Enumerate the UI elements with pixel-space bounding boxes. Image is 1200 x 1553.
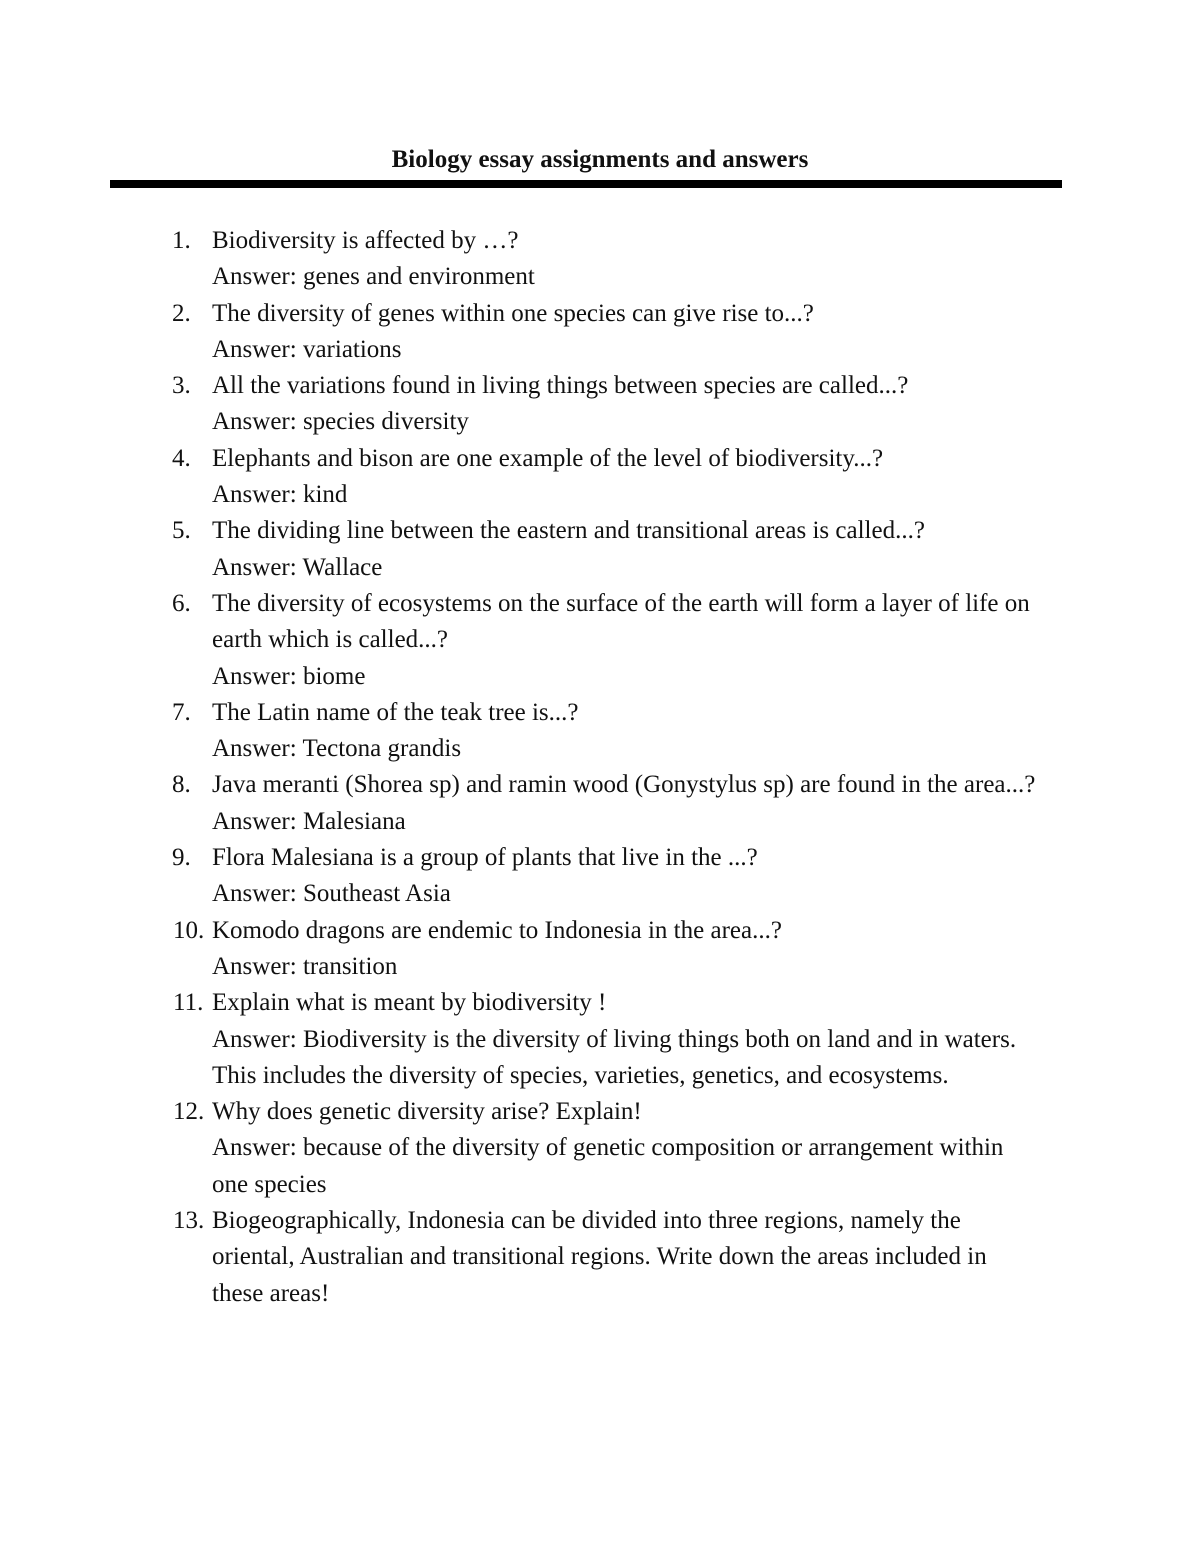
question-text: Java meranti (Shorea sp) and ramin wood (Gonystylus sp) are found in the area...? bbox=[212, 771, 1036, 799]
question-item bbox=[0, 513, 1200, 586]
answer-text: Answer: Southeast Asia bbox=[212, 880, 451, 908]
question-item bbox=[0, 296, 1200, 369]
question-text: The diversity of ecosystems on the surface of the earth will form a layer of life on earth which is called...? bbox=[212, 589, 1030, 654]
question-text: Biogeographically, Indonesia can be divided into three regions, namely the oriental, Australian and transitional regions. Write down the areas included in these areas! bbox=[212, 1207, 987, 1307]
question-number: 7. bbox=[172, 698, 191, 726]
question-number: 1. bbox=[172, 227, 191, 254]
answer-text: Answer: because of the diversity of genetic composition or arrangement within one species bbox=[212, 1134, 1004, 1198]
question-number: 11. bbox=[173, 989, 204, 1017]
question-text: The diversity of genes within one species can give rise to...? bbox=[212, 299, 814, 327]
question-list bbox=[0, 223, 1200, 1312]
question-number: 2. bbox=[172, 299, 191, 327]
answer-text: Answer: Wallace bbox=[212, 553, 383, 581]
question-text: Biodiversity is affected by …? bbox=[212, 227, 519, 254]
question-text: Why does genetic diversity arise? Explain! bbox=[212, 1098, 642, 1126]
question-text: Elephants and bison are one example of the level of biodiversity...? bbox=[212, 444, 884, 472]
question-item bbox=[0, 767, 1200, 840]
question-item bbox=[0, 695, 1200, 768]
question-item bbox=[0, 368, 1200, 441]
question-number: 5. bbox=[172, 517, 191, 545]
question-number: 10. bbox=[173, 916, 205, 944]
question-number: 4. bbox=[172, 444, 191, 472]
question-item bbox=[0, 840, 1200, 913]
question-text: All the variations found in living things between species are called...? bbox=[212, 372, 909, 400]
question-text: The dividing line between the eastern and transitional areas is called...? bbox=[212, 517, 925, 545]
answer-text: Answer: genes and environment bbox=[212, 263, 535, 291]
question-item bbox=[0, 586, 1200, 695]
question-number: 12. bbox=[173, 1098, 205, 1126]
answer-text: Answer: variations bbox=[212, 335, 402, 363]
answer-text: Answer: biome bbox=[212, 662, 366, 690]
title-divider bbox=[110, 180, 1062, 188]
question-number: 6. bbox=[172, 589, 191, 617]
answer-text: Answer: transition bbox=[212, 952, 398, 980]
question-text: Komodo dragons are endemic to Indonesia in the area...? bbox=[212, 916, 782, 944]
answer-text: Answer: Malesiana bbox=[212, 807, 406, 835]
answer-text: Answer: kind bbox=[212, 481, 348, 509]
question-text: Flora Malesiana is a group of plants that live in the ...? bbox=[212, 844, 758, 872]
answer-text: Answer: Tectona grandis bbox=[212, 735, 462, 763]
question-number: 9. bbox=[172, 844, 191, 872]
question-item bbox=[0, 441, 1200, 514]
answer-text: Answer: Biodiversity is the diversity of living things both on land and in waters. This includes the diversity of species, varieties, genetics, and ecosystems. bbox=[212, 1025, 1017, 1089]
answer-text: Answer: species diversity bbox=[212, 408, 469, 436]
question-item bbox=[0, 1203, 1200, 1312]
question-number: 8. bbox=[172, 771, 191, 799]
question-number: 13. bbox=[173, 1207, 205, 1235]
question-text: Explain what is meant by biodiversity ! bbox=[212, 989, 607, 1017]
question-number: 3. bbox=[172, 372, 191, 400]
question-item bbox=[0, 223, 1200, 296]
question-item bbox=[0, 913, 1200, 986]
question-text: The Latin name of the teak tree is...? bbox=[212, 698, 579, 726]
question-item bbox=[0, 985, 1200, 1094]
question-item bbox=[0, 1094, 1200, 1203]
document-title: Biology essay assignments and answers bbox=[391, 146, 809, 173]
